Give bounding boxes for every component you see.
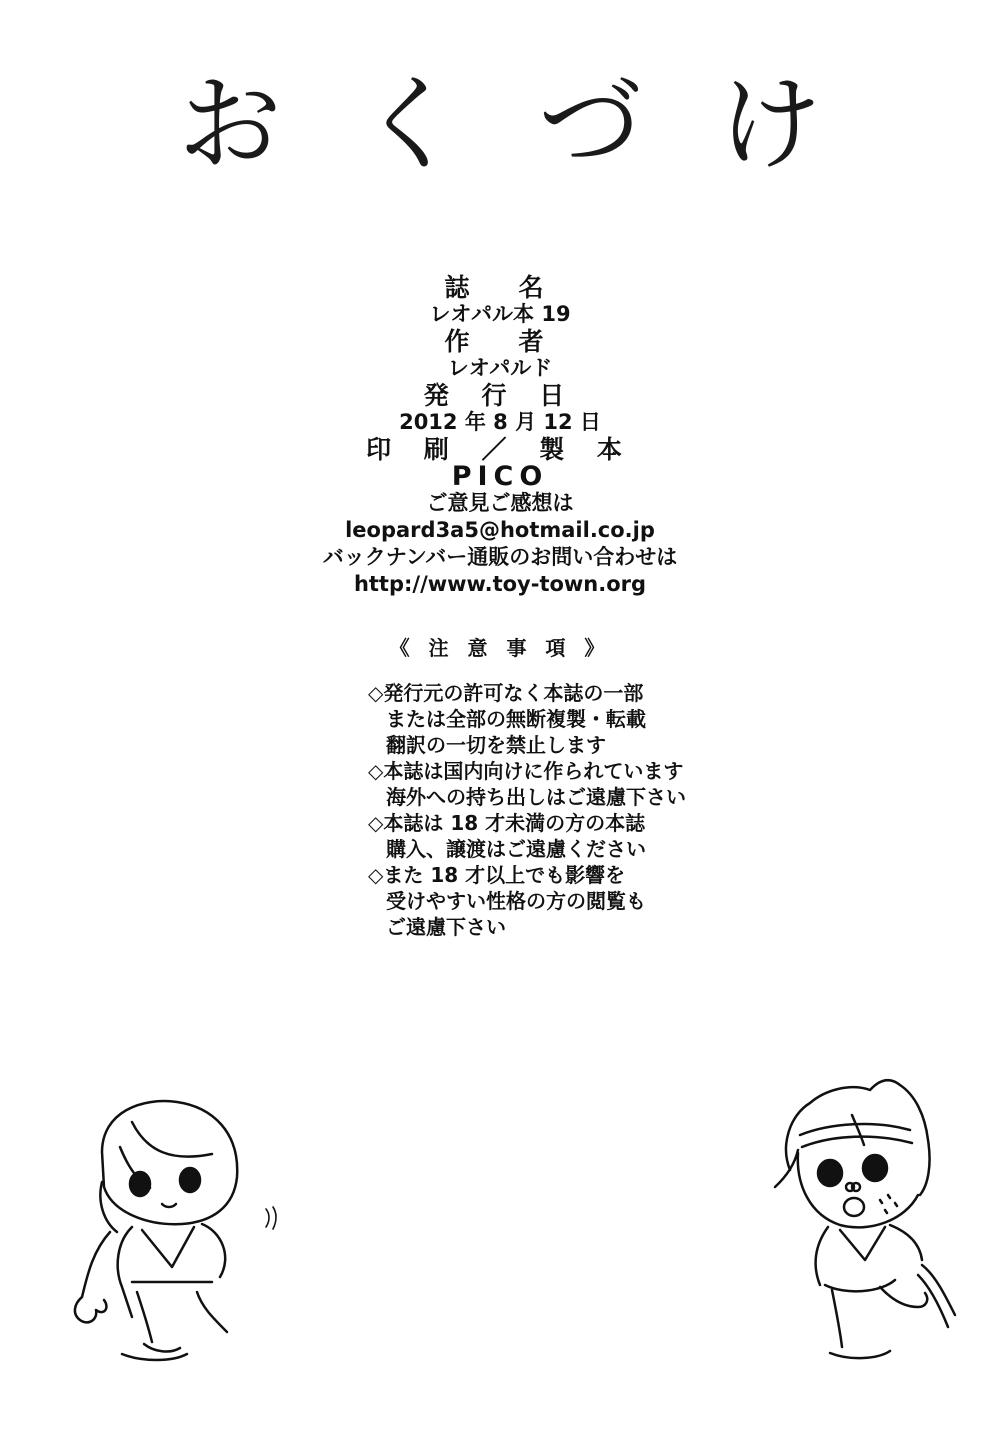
note-item [368, 862, 748, 940]
date-label: 発 行 日 [423, 381, 577, 410]
notes-list [368, 680, 748, 940]
email-address: leopard3a5@hotmail.co.jp [345, 518, 655, 542]
colophon-block [250, 274, 750, 598]
note-line: 購入、譲渡はご遠慮ください [386, 837, 646, 861]
note-line: または全部の無断複製・転載 [386, 707, 646, 731]
page-title: おくづけ [177, 63, 898, 185]
author-value: レオパルド [447, 356, 553, 380]
note-line: ◇また 18 才以上でも影響を [368, 863, 626, 887]
note-line: ご遠慮下さい [386, 915, 506, 939]
note-line: 受けやすい性格の方の閲覧も [386, 889, 646, 913]
note-line: 海外への持ち出しはご遠慮下さい [386, 785, 686, 809]
magazine-label: 誌 名 [444, 273, 556, 302]
feedback-label: ご意見ご感想は [426, 491, 574, 515]
left-character-illustration [62, 1092, 302, 1372]
right-character-illustration [770, 1075, 960, 1370]
print-value: PICO [451, 461, 549, 492]
note-item [368, 758, 748, 810]
print-label: 印 刷 ／ 製 本 [366, 435, 634, 464]
note-line: 翻訳の一切を禁止します [386, 733, 606, 757]
note-item [368, 810, 748, 862]
magazine-value: レオパル本 19 [429, 302, 571, 326]
website-url: http://www.toy-town.org [353, 572, 647, 596]
motion-lines-icon [262, 1205, 282, 1231]
date-value: 2012 年 8 月 12 日 [399, 410, 601, 434]
author-label: 作 者 [444, 327, 556, 356]
note-line: ◇発行元の許可なく本誌の一部 [368, 681, 644, 705]
backnumber-label: バックナンバー通販のお問い合わせは [322, 545, 678, 569]
notes-heading: 《 注 意 事 項 》 [389, 636, 611, 660]
note-item [368, 680, 748, 758]
note-line: ◇本誌は 18 才未満の方の本誌 [368, 811, 646, 835]
note-line: ◇本誌は国内向けに作られています [368, 759, 684, 783]
